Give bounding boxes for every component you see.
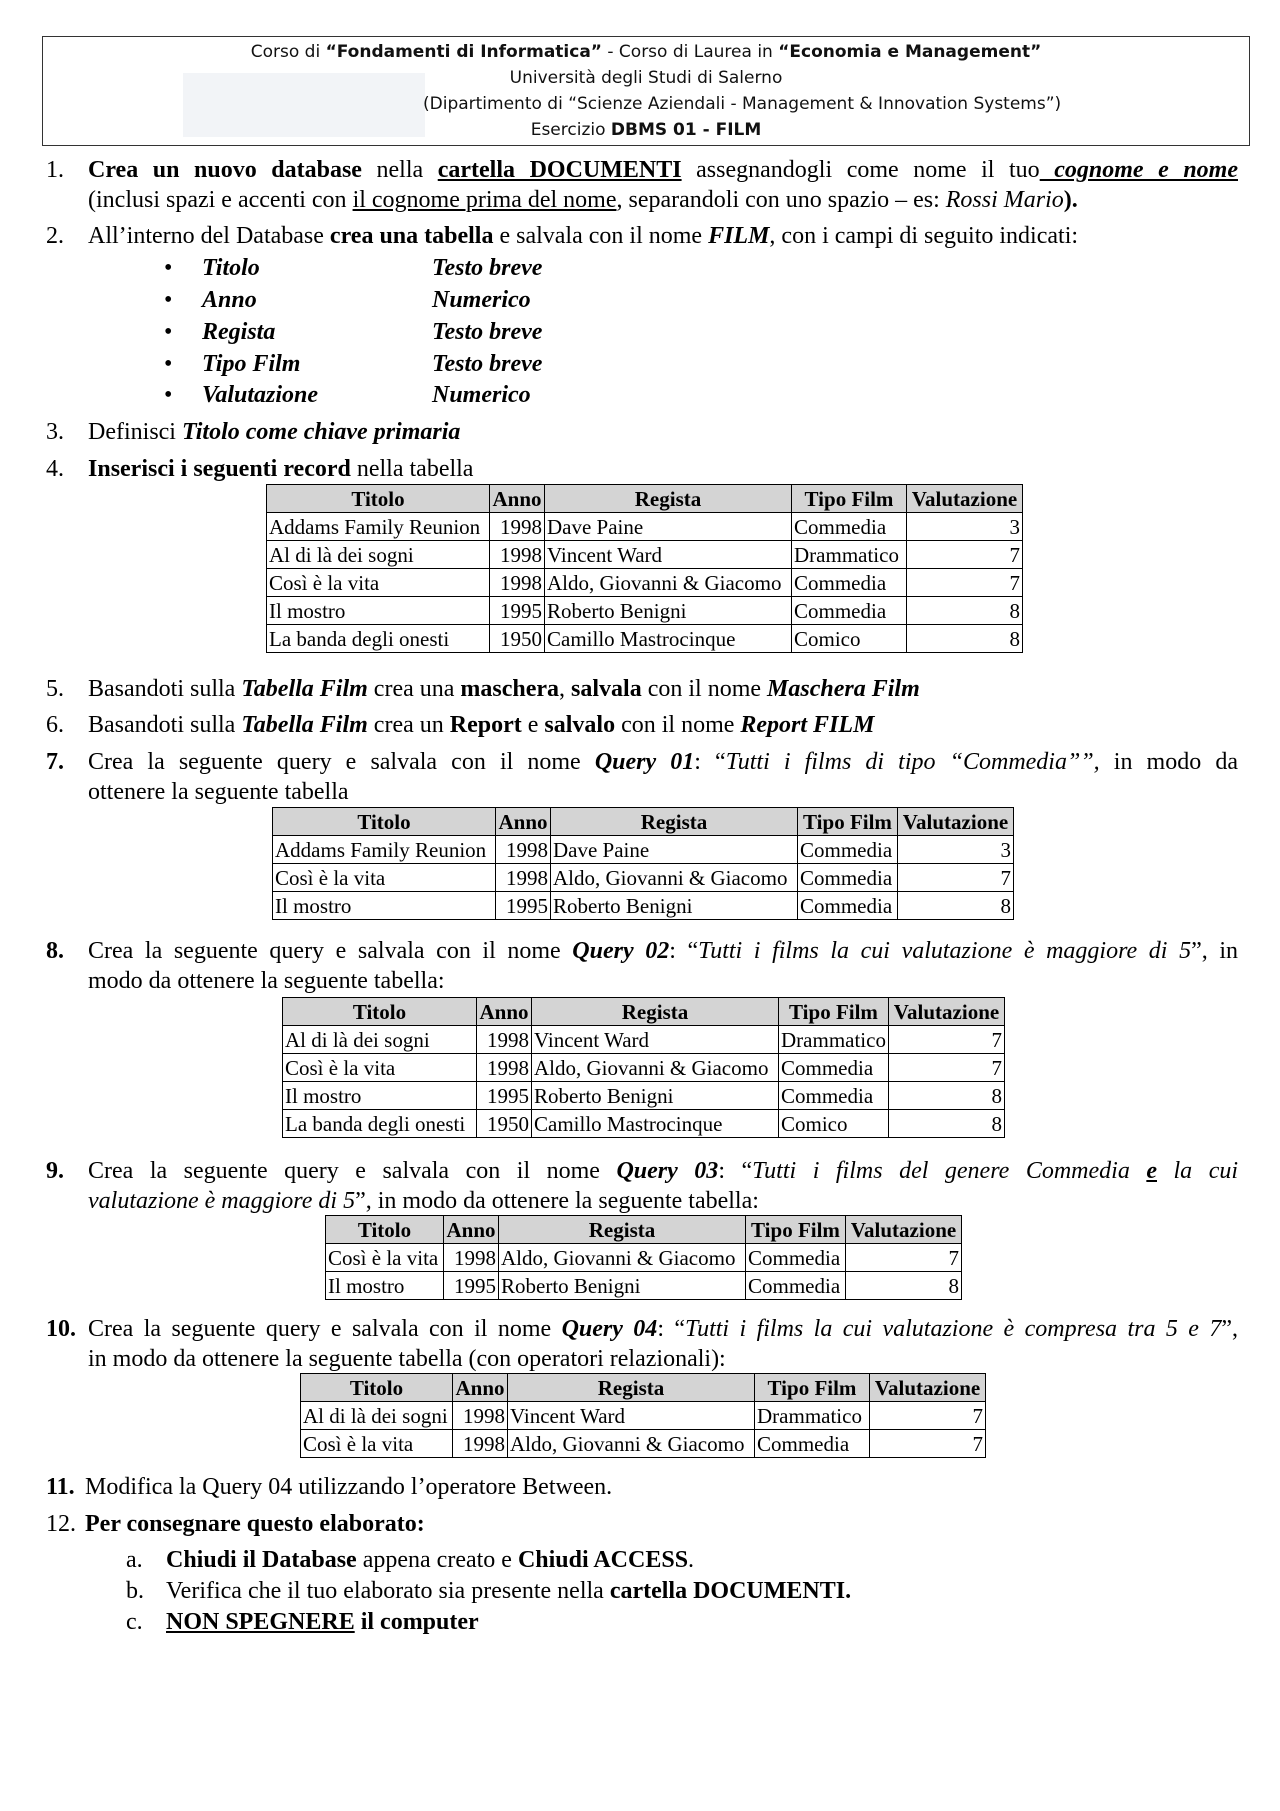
column-header: Anno	[490, 485, 545, 513]
table-header-row	[283, 998, 1005, 1026]
query02-table	[282, 997, 1005, 1138]
table-cell: Commedia	[746, 1244, 846, 1272]
course-header	[42, 36, 1250, 146]
table-cell: Al di là dei sogni	[283, 1026, 477, 1054]
table-cell: Roberto Benigni	[499, 1272, 746, 1300]
table-cell: 1998	[444, 1244, 499, 1272]
table-cell: 1998	[496, 836, 551, 864]
column-header: Tipo Film	[779, 998, 889, 1026]
table-cell: Commedia	[798, 864, 898, 892]
table-cell: Dave Paine	[545, 513, 792, 541]
table-cell: 7	[870, 1430, 986, 1458]
table-header-row	[267, 485, 1023, 513]
table-cell: 1998	[453, 1430, 508, 1458]
table-row	[267, 569, 1023, 597]
table-cell: Addams Family Reunion	[273, 836, 496, 864]
table-cell: 7	[907, 569, 1023, 597]
column-header: Regista	[499, 1216, 746, 1244]
table-cell: Commedia	[746, 1272, 846, 1300]
table-cell: 1995	[496, 892, 551, 920]
table-cell: 7	[889, 1054, 1005, 1082]
table-row	[273, 864, 1014, 892]
column-header: Valutazione	[889, 998, 1005, 1026]
column-header: Tipo Film	[792, 485, 907, 513]
instruction-7: 7. Crea la seguente query e salvala con il nome Query 01: “Tutti i films di tipo “Commedia””, in modo da ottenere la seguente tabella	[46, 749, 1238, 805]
table-cell: Al di là dei sogni	[267, 541, 490, 569]
table-cell: 8	[846, 1272, 962, 1300]
table-cell: 7	[870, 1402, 986, 1430]
table-cell: Commedia	[779, 1082, 889, 1110]
table-header-row	[273, 808, 1014, 836]
table-row	[267, 597, 1023, 625]
column-header: Regista	[551, 808, 798, 836]
table-cell: 8	[907, 625, 1023, 653]
table-cell: Così è la vita	[273, 864, 496, 892]
column-header: Regista	[532, 998, 779, 1026]
table-cell: Comico	[779, 1110, 889, 1138]
column-header: Valutazione	[846, 1216, 962, 1244]
table-cell: Roberto Benigni	[545, 597, 792, 625]
column-header: Tipo Film	[755, 1374, 870, 1402]
column-header: Anno	[453, 1374, 508, 1402]
table-row	[273, 892, 1014, 920]
header-department: (Dipartimento di “Scienze Aziendali - Management & Innovation Systems”)	[423, 94, 1062, 114]
table-cell: Il mostro	[326, 1272, 444, 1300]
table-cell: 1998	[490, 513, 545, 541]
table-row	[326, 1272, 962, 1300]
table-cell: Aldo, Giovanni & Giacomo	[551, 864, 798, 892]
column-header: Valutazione	[907, 485, 1023, 513]
column-header: Titolo	[326, 1216, 444, 1244]
table-cell: Vincent Ward	[545, 541, 792, 569]
table-cell: 1998	[477, 1026, 532, 1054]
table-cell: Commedia	[792, 569, 907, 597]
table-row	[301, 1402, 986, 1430]
table-cell: Commedia	[798, 892, 898, 920]
column-header: Anno	[444, 1216, 499, 1244]
table-cell: La banda degli onesti	[283, 1110, 477, 1138]
table-row	[267, 625, 1023, 653]
records-table	[266, 484, 1023, 653]
table-row	[283, 1026, 1005, 1054]
table-cell: 1950	[477, 1110, 532, 1138]
query04-table	[300, 1373, 986, 1458]
instruction-10: 10. Crea la seguente query e salvala con il nome Query 04: “Tutti i films la cui valutazione è compresa tra 5 e 7”, in modo da ottenere la seguente tabella (con operatori relazionali):	[46, 1316, 1239, 1372]
column-header: Anno	[496, 808, 551, 836]
table-cell: Roberto Benigni	[551, 892, 798, 920]
query03-table	[325, 1215, 962, 1300]
table-cell: Così è la vita	[326, 1244, 444, 1272]
table-cell: Commedia	[798, 836, 898, 864]
table-row	[273, 836, 1014, 864]
table-cell: 8	[889, 1110, 1005, 1138]
header-exercise: Esercizio DBMS 01 - FILM	[530, 120, 762, 140]
table-cell: Dave Paine	[551, 836, 798, 864]
table-cell: Commedia	[779, 1054, 889, 1082]
table-cell: 1950	[490, 625, 545, 653]
table-cell: Camillo Mastrocinque	[545, 625, 792, 653]
table-cell: 8	[898, 892, 1014, 920]
table-row	[326, 1244, 962, 1272]
table-cell: Vincent Ward	[532, 1026, 779, 1054]
column-header: Regista	[508, 1374, 755, 1402]
column-header: Tipo Film	[746, 1216, 846, 1244]
column-header: Anno	[477, 998, 532, 1026]
table-cell: 1998	[477, 1054, 532, 1082]
table-cell: 3	[898, 836, 1014, 864]
table-cell: Aldo, Giovanni & Giacomo	[545, 569, 792, 597]
table-header-row	[301, 1374, 986, 1402]
table-cell: Il mostro	[273, 892, 496, 920]
table-cell: Aldo, Giovanni & Giacomo	[499, 1244, 746, 1272]
table-cell: 7	[898, 864, 1014, 892]
table-row	[301, 1430, 986, 1458]
table-row	[267, 513, 1023, 541]
column-header: Valutazione	[898, 808, 1014, 836]
table-row	[283, 1110, 1005, 1138]
column-header: Titolo	[301, 1374, 453, 1402]
table-cell: 7	[907, 541, 1023, 569]
table-cell: 7	[889, 1026, 1005, 1054]
table-cell: Il mostro	[267, 597, 490, 625]
table-cell: 1998	[490, 541, 545, 569]
table-cell: 1998	[453, 1402, 508, 1430]
table-cell: 3	[907, 513, 1023, 541]
column-header: Valutazione	[870, 1374, 986, 1402]
table-row	[283, 1082, 1005, 1110]
table-cell: 1998	[496, 864, 551, 892]
table-cell: Aldo, Giovanni & Giacomo	[532, 1054, 779, 1082]
table-row	[267, 541, 1023, 569]
table-cell: Aldo, Giovanni & Giacomo	[508, 1430, 755, 1458]
query01-table	[272, 807, 1014, 920]
table-cell: Roberto Benigni	[532, 1082, 779, 1110]
table-cell: 1995	[444, 1272, 499, 1300]
table-cell: Drammatico	[779, 1026, 889, 1054]
table-cell: Comico	[792, 625, 907, 653]
table-row	[283, 1054, 1005, 1082]
instruction-8: 8. Crea la seguente query e salvala con il nome Query 02: “Tutti i films la cui valutazione è maggiore di 5”, in modo da ottenere la seguente tabella:	[46, 938, 1239, 994]
column-header: Regista	[545, 485, 792, 513]
header-university: Università degli Studi di Salerno	[509, 68, 783, 88]
column-header: Titolo	[267, 485, 490, 513]
table-cell: Commedia	[792, 513, 907, 541]
table-cell: Così è la vita	[283, 1054, 477, 1082]
table-cell: Così è la vita	[301, 1430, 453, 1458]
table-cell: Commedia	[792, 597, 907, 625]
table-cell: 1995	[477, 1082, 532, 1110]
table-cell: Il mostro	[283, 1082, 477, 1110]
table-cell: Addams Family Reunion	[267, 513, 490, 541]
table-cell: Drammatico	[792, 541, 907, 569]
column-header: Titolo	[283, 998, 477, 1026]
table-cell: Così è la vita	[267, 569, 490, 597]
table-cell: 7	[846, 1244, 962, 1272]
instruction-1: 1. Crea un nuovo database nella cartella DOCUMENTI assegnandogli come nome il tuo cognome e nome (inclusi spazi e accenti con il cognome prima del nome, separandoli con uno spazio – es: Rossi Mario).	[46, 157, 1238, 213]
column-header: Titolo	[273, 808, 496, 836]
table-cell: Camillo Mastrocinque	[532, 1110, 779, 1138]
table-cell: 1995	[490, 597, 545, 625]
table-header-row	[326, 1216, 962, 1244]
table-cell: 8	[907, 597, 1023, 625]
instruction-9: 9. Crea la seguente query e salvala con il nome Query 03: “Tutti i films del genere Commedia e la cui valutazione è maggiore di 5”, in modo da ottenere la seguente tabella:	[46, 1158, 1239, 1214]
table-cell: Commedia	[755, 1430, 870, 1458]
table-cell: 1998	[490, 569, 545, 597]
table-cell: La banda degli onesti	[267, 625, 490, 653]
table-cell: Vincent Ward	[508, 1402, 755, 1430]
table-cell: Al di là dei sogni	[301, 1402, 453, 1430]
table-cell: Drammatico	[755, 1402, 870, 1430]
header-course-line: Corso di “Fondamenti di Informatica” - Corso di Laurea in “Economia e Management”	[250, 42, 1042, 62]
table-cell: 8	[889, 1082, 1005, 1110]
column-header: Tipo Film	[798, 808, 898, 836]
